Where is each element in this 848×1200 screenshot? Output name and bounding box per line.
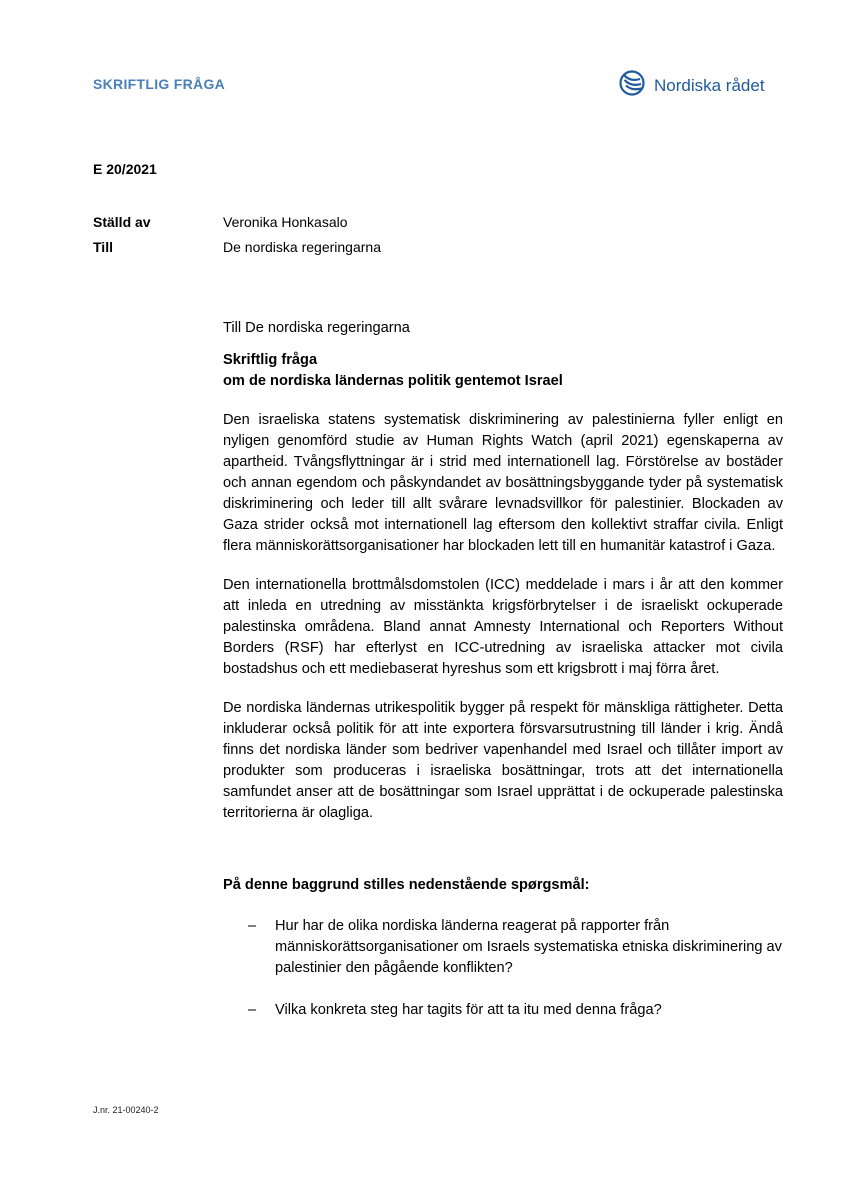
question-title (223, 350, 783, 392)
letter-body (223, 318, 783, 1042)
question-list (223, 916, 783, 1021)
question-item (223, 916, 783, 979)
body-paragraph: Den internationella brottmålsdomstolen (ICC) meddelade i mars i år att den kommer att inleda en utredning av misstänkta krigsförbrytelser i de israeliskt ockuperade palestinska områdena. Bland annat Amnesty International och Reporters Without Borders (RSF) har efterlyst en ICC-utredning av israeliska attacker mot civila bostadshus och ett mediebaserat hyreshus som ett krigsbrott i maj förra året. (223, 577, 783, 677)
nordic-swan-icon (619, 69, 645, 102)
title-line-2: om de nordiska ländernas politik gentemot Israel (223, 373, 563, 389)
nordiska-radet-logo (619, 69, 765, 102)
logo-text: Nordiska rådet (654, 75, 765, 95)
body-paragraph: Den israeliska statens systematisk diskriminering av palestinierna fyller enligt en nyligen genomförd studie av Human Rights Watch (april 2021) egenskaperna av apartheid. Tvångsflyttningar är i strid med internationell lag. Förstörelse av bostäder och annan egendom och påskyndandet av bosättningsbyggande tyder på systematisk diskriminering och leder till allt svårare levnadsvillkor för palestinier. Blockaden av Gaza strider också mot internationell lag eftersom den kollektivt straffar civila. Enligt flera människorättsorganisationer har blockaden lett till en humanitär katastrof i Gaza. (223, 412, 783, 554)
document-type-label: SKRIFTLIG FRÅGA (93, 76, 226, 92)
meta-value: De nordiska regeringarna (223, 239, 381, 255)
body-paragraph: De nordiska ländernas utrikespolitik bygger på respekt för mänskliga rättigheter. Detta inkluderar också politik för att inte exportera försvarsutrustning till länder i krig. Ändå finns det nordiska länder som bedriver vapenhandel med Israel och tillåter import av produkter som produceras i israeliska bosättningar, trots att det internationella samfundet anser att de bosättningar som Israel upprättat i de ockuperade palestinska territorierna är olagliga. (223, 700, 783, 821)
recipient-line: Till De nordiska regeringarna (223, 320, 410, 336)
dash-bullet: – (248, 1002, 257, 1018)
question-text: Vilka konkreta steg har tagits för att ta itu med denna fråga? (275, 1002, 662, 1018)
question-item (223, 1000, 783, 1021)
dash-bullet: – (248, 918, 257, 934)
question-intro: På denne baggrund stilles nedenstående spørgsmål: (223, 877, 590, 893)
title-line-1: Skriftlig fråga (223, 352, 318, 368)
document-number: E 20/2021 (93, 161, 157, 177)
meta-value: Veronika Honkasalo (223, 214, 348, 230)
question-text: Hur har de olika nordiska länderna reagerat på rapporter från människorättsorganisationer om Israels systematiska etniska diskriminering av palestinier den pågående konflikten? (275, 918, 782, 976)
journal-number: J.nr. 21-00240-2 (93, 1105, 159, 1115)
meta-key: Till (93, 239, 113, 255)
meta-key: Ställd av (93, 214, 151, 230)
